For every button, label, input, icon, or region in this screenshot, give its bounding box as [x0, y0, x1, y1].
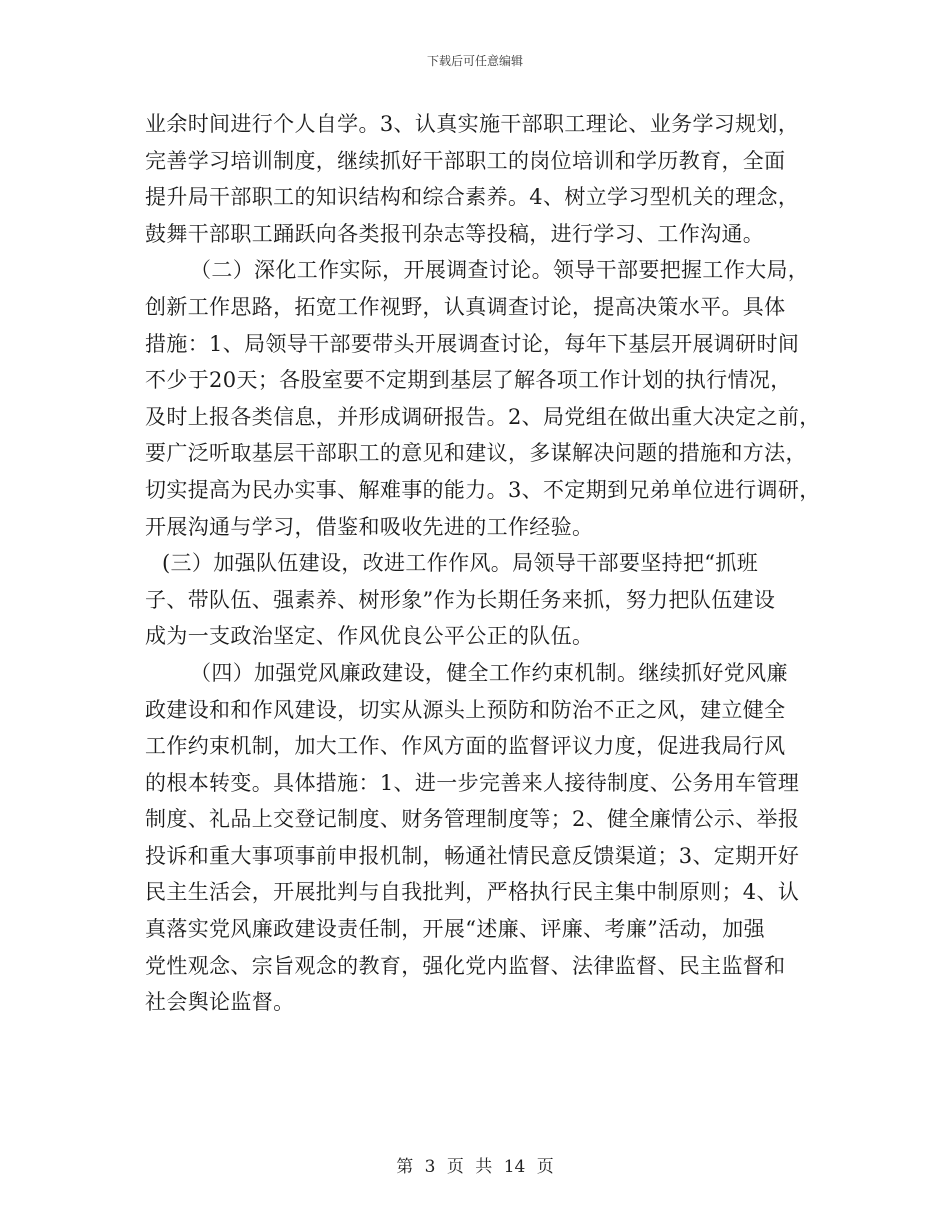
text-line: （四）加强党风廉政建设，健全工作约束机制。继续抓好党风廉: [190, 660, 788, 685]
text-line: 业余时间进行个人自学。3、认真实施干部职工理论、业务学习规划，: [145, 112, 800, 136]
text-line: 切实提高为民办实事、解难事的能力。3、不定期到兄弟单位进行调研，: [145, 477, 821, 502]
text-line: 措施：1、局领导干部要带头开展调查讨论，每年下基层开展调研时间: [145, 331, 800, 356]
text-line: 制度、礼品上交登记制度、财务管理制度等；2、健全廉情公示、举报: [145, 807, 800, 832]
text-line: 政建设和和作风建设，切实从源头上预防和防治不正之风，建立健全: [145, 697, 786, 722]
text-line: (三）加强队伍建设，改进工作作风。局领导干部要坚持把“抓班: [162, 551, 759, 576]
paragraph-1: [145, 106, 817, 252]
text-line: 要广泛听取基层干部职工的意见和建议，多谋解决问题的措施和方法，: [145, 441, 807, 466]
page-header: 下载后可任意编辑: [426, 54, 523, 68]
text-line: （二）深化工作实际，开展调查讨论。领导干部要把握工作大局，: [190, 258, 810, 283]
text-line: 真落实党风廉政建设责任制，开展“述廉、评廉、考廉”活动，加强: [145, 917, 765, 942]
text-line: 成为一支政治坚定、作风优良公平公正的队伍。: [145, 624, 594, 649]
text-line: 党性观念、宗旨观念的教育，强化党内监督、法律监督、民主监督和: [145, 953, 786, 978]
paragraph-4: [145, 655, 817, 1021]
text-line: 完善学习培训制度，继续抓好干部职工的岗位培训和学历教育，全面: [145, 148, 786, 173]
text-line: 开展沟通与学习，借鉴和吸收先进的工作经验。: [145, 514, 594, 539]
text-line: 提升局干部职工的知识结构和综合素养。4、树立学习型机关的理念，: [145, 185, 800, 210]
text-line: 民主生活会，开展批判与自我批判，严格执行民主集中制原则；4、认: [145, 880, 800, 905]
text-line: 子、带队伍、强素养、树形象”作为长期任务来抓，努力把队伍建设: [145, 587, 776, 612]
text-line: 不少于20天；各股室要不定期到基层了解各项工作计划的执行情况，: [145, 368, 792, 393]
text-line: 创新工作思路，拓宽工作视野，认真调查讨论，提高决策水平。具体: [145, 294, 786, 319]
paragraph-3: [145, 545, 817, 655]
text-line: 鼓舞干部职工踊跃向各类报刊杂志等投稿，进行学习、工作沟通。: [145, 221, 765, 246]
text-line: 社会舆论监督。: [145, 990, 295, 1015]
text-line: 投诉和重大事项事前申报机制，畅通社情民意反馈渠道；3、定期开好: [145, 843, 800, 868]
page-number-footer: 第 3 页 共 14 页: [396, 1157, 554, 1177]
document-body: [145, 106, 821, 1021]
text-line: 工作约束机制，加大工作、作风方面的监督评议力度，促进我局行风: [145, 734, 786, 759]
paragraph-2: [145, 252, 821, 545]
text-line: 的根本转变。具体措施：1、进一步完善来人接待制度、公务用车管理: [145, 770, 800, 795]
text-line: 及时上报各类信息，并形成调研报告。2、局党组在做出重大决定之前，: [145, 404, 821, 429]
